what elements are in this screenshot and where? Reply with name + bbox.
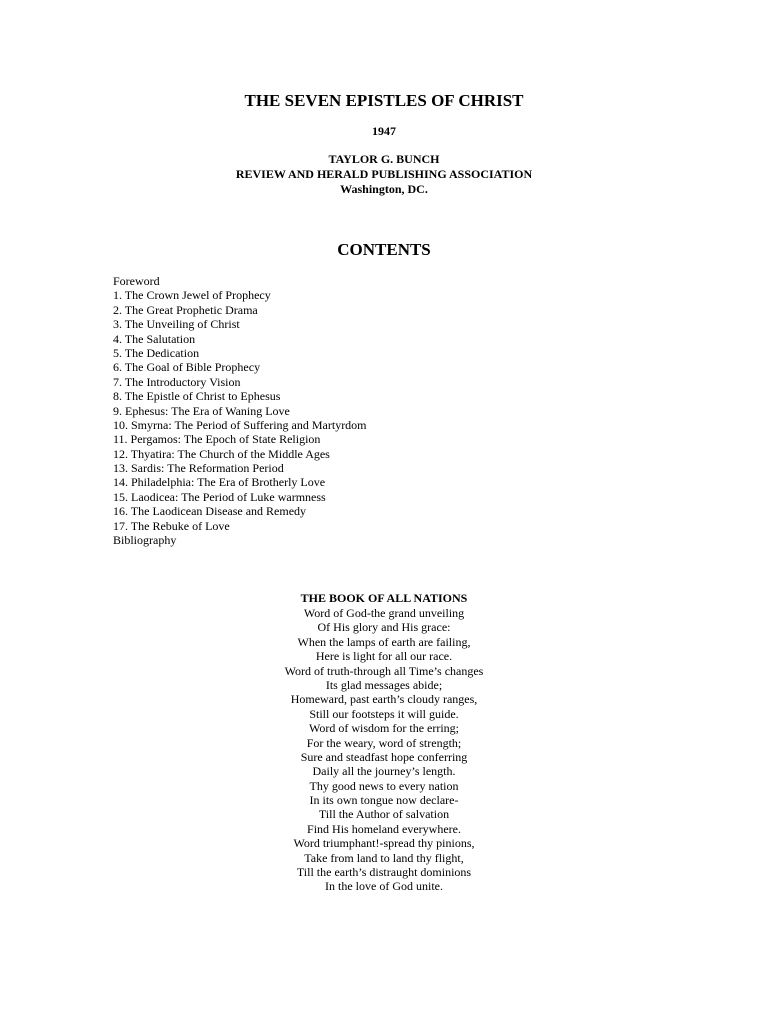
poem-line: Homeward, past earth’s cloudy ranges, — [290, 692, 478, 707]
toc-item: 7. The Introductory Vision — [113, 374, 241, 389]
toc-item: 4. The Salutation — [113, 331, 196, 346]
toc-item: 8. The Epistle of Christ to Ephesus — [113, 389, 281, 404]
toc-item: 5. The Dedication — [113, 345, 200, 360]
poem-line: Here is light for all our race. — [315, 649, 453, 664]
toc-item: 15. Laodicea: The Period of Luke warmness — [113, 489, 326, 504]
poem-line: Find His homeland everywhere. — [307, 821, 461, 836]
toc-item: 14. Philadelphia: The Era of Brotherly Love — [113, 475, 326, 490]
poem-line: Word of God-the grand unveiling — [303, 606, 465, 620]
toc-item: 12. Thyatira: The Church of the Middle Ages — [113, 446, 330, 461]
contents-heading: CONTENTS — [337, 240, 431, 259]
toc-item: 1. The Crown Jewel of Prophecy — [113, 288, 271, 303]
poem-line: Word of wisdom for the erring; — [309, 721, 459, 736]
publication-info — [0, 152, 768, 197]
poem-line: Word of truth-through all Time’s changes — [284, 663, 484, 678]
toc-item: 13. Sardis: The Reformation Period — [113, 461, 284, 476]
toc-item: 2. The Great Prophetic Drama — [113, 302, 258, 317]
poem-section — [0, 591, 768, 894]
toc-item: Foreword — [113, 274, 160, 288]
toc-item: 9. Ephesus: The Era of Waning Love — [113, 403, 290, 418]
toc-item: Bibliography — [113, 533, 177, 548]
poem-line: Till the Author of salvation — [318, 807, 450, 822]
poem-line: Word triumphant!-spread thy pinions, — [293, 836, 475, 851]
toc-item: 11. Pergamos: The Epoch of State Religion — [113, 432, 321, 447]
book-title: THE SEVEN EPISTLES OF CHRIST — [244, 91, 524, 110]
poem-line: For the weary, word of strength; — [306, 735, 462, 750]
toc-item: 3. The Unveiling of Christ — [113, 317, 240, 332]
poem-line: In the love of God unite. — [325, 879, 443, 894]
table-of-contents — [113, 274, 613, 547]
publisher-location: Washington, DC. — [340, 182, 428, 196]
toc-item: 10. Smyrna: The Period of Suffering and Martyrdom — [113, 417, 367, 432]
poem-line: In its own tongue now declare- — [309, 793, 459, 808]
poem-line: Still our footsteps it will guide. — [309, 706, 459, 721]
poem-line: Thy good news to every nation — [309, 778, 459, 793]
poem-line: Of His glory and His grace: — [317, 620, 451, 635]
poem-line: Daily all the journey’s length. — [312, 764, 456, 779]
poem-title: THE BOOK OF ALL NATIONS — [300, 591, 468, 605]
poem-line: Sure and steadfast hope conferring — [300, 749, 468, 764]
poem-line: Its glad messages abide; — [325, 677, 443, 692]
publisher-name: REVIEW AND HERALD PUBLISHING ASSOCIATION — [235, 167, 533, 181]
poem-lines — [0, 606, 768, 894]
poem-line: Till the earth’s distraught dominions — [296, 865, 472, 880]
toc-item: 16. The Laodicean Disease and Remedy — [113, 504, 307, 519]
poem-line: Take from land to land thy flight, — [304, 850, 464, 865]
toc-item: 17. The Rebuke of Love — [113, 518, 230, 533]
toc-item: 6. The Goal of Bible Prophecy — [113, 360, 261, 375]
poem-line: When the lamps of earth are failing, — [297, 634, 471, 649]
author-name: TAYLOR G. BUNCH — [328, 152, 440, 166]
publication-year: 1947 — [372, 124, 396, 138]
